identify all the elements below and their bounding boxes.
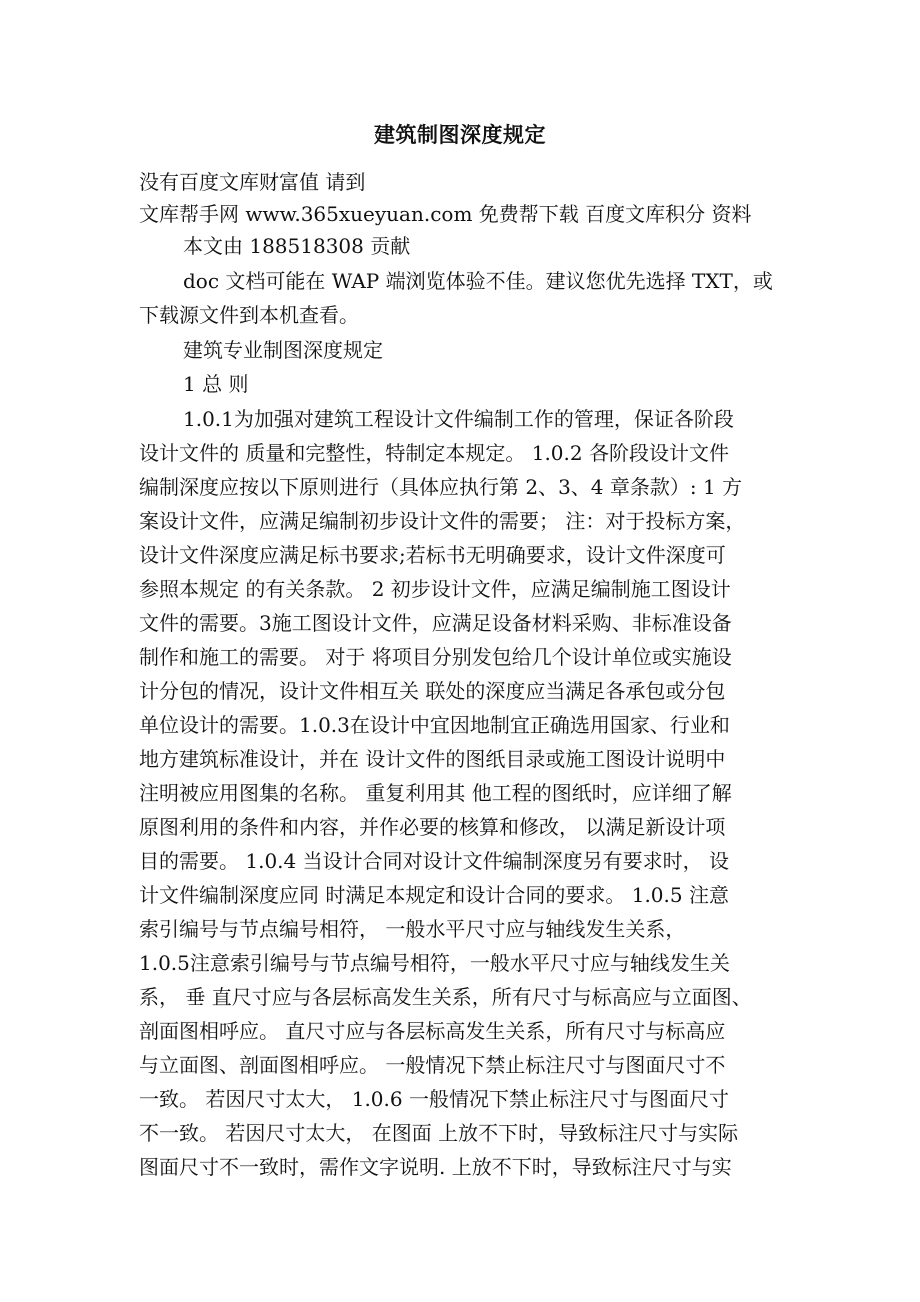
text-line: doc 文档可能在 WAP 端浏览体验不佳。建议您优先选择 TXT，或	[183, 269, 773, 293]
text-line: 没有百度文库财富值 请到	[139, 170, 366, 194]
text-line: 编制深度应按以下原则进行（具体应执行第 2、3、4 章条款）: 1 方	[139, 475, 743, 499]
text-line: 原图利用的条件和内容，并作必要的核算和修改， 以满足新设计项	[139, 815, 726, 839]
text-line: 设计文件深度应满足标书要求;若标书无明确要求，设计文件深度可	[139, 543, 726, 567]
text-line: 计文件编制深度应同 时满足本规定和设计合同的要求。 1.0.5 注意	[139, 883, 729, 907]
text-line: 注明被应用图集的名称。 重复利用其 他工程的图纸时，应详细了解	[139, 781, 732, 805]
text-line: 计分包的情况，设计文件相互关 联处的深度应当满足各承包或分包	[139, 679, 726, 703]
text-line: 文件的需要。3施工图设计文件，应满足设备材料采购、非标准设备	[139, 611, 732, 635]
text-line: 1 总 则	[183, 372, 249, 396]
text-line: 下载源文件到本机查看。	[139, 303, 359, 327]
text-line: 文库帮手网 www.365xueyuan.com 免费帮下载 百度文库积分 资料	[139, 202, 752, 226]
text-line: 与立面图、剖面图相呼应。 一般情况下禁止标注尺寸与图面尺寸不	[139, 1053, 726, 1077]
text-line: 索引编号与节点编号相符， 一般水平尺寸应与轴线发生关系，	[139, 917, 686, 941]
text-line: 不一致。 若因尺寸太大， 在图面 上放不下时，导致标注尺寸与实际	[139, 1121, 739, 1145]
text-line: 一致。 若因尺寸太大， 1.0.6 一般情况下禁止标注尺寸与图面尺寸	[139, 1087, 729, 1111]
text-line: 设计文件的 质量和完整性，特制定本规定。 1.0.2 各阶段设计文件	[139, 441, 729, 465]
text-line: 1.0.1为加强对建筑工程设计文件编制工作的管理，保证各阶段	[183, 407, 734, 431]
text-line: 参照本规定 的有关条款。 2 初步设计文件，应满足编制施工图设计	[139, 577, 731, 601]
document-title: 建筑制图深度规定	[374, 122, 546, 147]
text-line: 单位设计的需要。1.0.3在设计中宜因地制宜正确选用国家、行业和	[139, 713, 730, 737]
text-line: 目的需要。 1.0.4 当设计合同对设计文件编制深度另有要求时， 设	[139, 849, 729, 873]
text-line: 本文由 188518308 贡献	[183, 234, 411, 258]
text-line: 制作和施工的需要。 对于 将项目分别发包给几个设计单位或实施设	[139, 645, 732, 669]
text-line: 图面尺寸不一致时，需作文字说明. 上放不下时，导致标注尺寸与实	[139, 1155, 732, 1179]
text-line: 系， 垂 直尺寸应与各层标高发生关系，所有尺寸与标高应与立面图、	[139, 985, 752, 1009]
text-line: 剖面图相呼应。 直尺寸应与各层标高发生关系，所有尺寸与标高应	[139, 1019, 726, 1043]
text-line: 案设计文件，应满足编制初步设计文件的需要； 注：对于投标方案，	[139, 509, 746, 533]
text-line: 1.0.5注意索引编号与节点编号相符，一般水平尺寸应与轴线发生关	[139, 951, 730, 975]
text-line: 地方建筑标准设计，并在 设计文件的图纸目录或施工图设计说明中	[139, 747, 726, 771]
text-line: 建筑专业制图深度规定	[183, 338, 383, 362]
